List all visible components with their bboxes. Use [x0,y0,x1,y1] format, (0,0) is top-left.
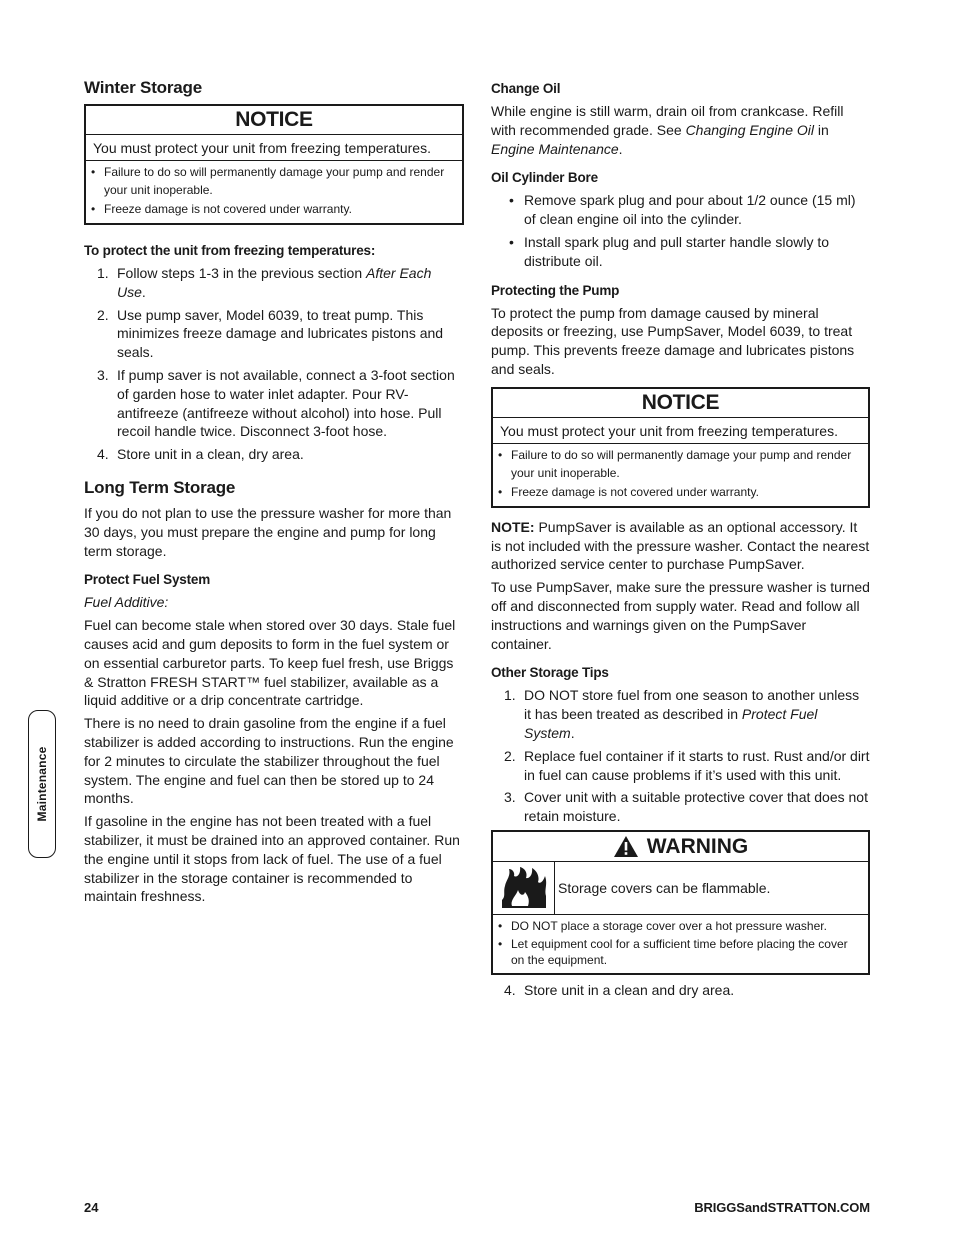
fire-icon [493,862,555,914]
list-item: 4. Store unit in a clean, dry area. [97,446,304,463]
side-tab-label: Maintenance [35,746,49,822]
list-item: 2. Replace fuel container if it starts to rust. Rust and/or dirt in fuel can cause problems if it’s used with this unit. [504,747,870,783]
notice-title: NOTICE [86,106,462,135]
notice-bullet: • Failure to do so will permanently damage your pump and render your unit inoperable. [498,447,852,480]
storage-tips-list [491,686,870,826]
warning-title: WARNING [646,834,749,858]
list-item: • Install spark plug and pull starter handle slowly to distribute oil. [509,233,830,269]
winter-steps-list [84,264,464,464]
notice-bullets [86,161,462,223]
fuel-additive-label: Fuel Additive: [84,594,169,611]
section-side-tab [28,710,56,858]
warning-bullet: • DO NOT place a storage cover over a hot pressure washer. [498,918,827,933]
warning-bullet: • Let equipment cool for a sufficient time before placing the cover on the equipment. [498,936,848,967]
right-column [491,81,870,1004]
long-term-intro: If you do not plan to use the pressure washer for more than 30 days, you must prepare the engine and pump for long term storage. [84,504,452,559]
list-item: 2. Use pump saver, Model 6039, to treat pump. This minimizes freeze damage and lubricates pistons and seals. [97,306,444,361]
notice-bullet: • Failure to do so will permanently damage your pump and render your unit inoperable. [91,165,445,197]
notice-lead: You must protect your unit from freezing temperatures. [493,418,868,444]
section-title-winter-storage: Winter Storage [84,78,202,97]
list-item: 4. Store unit in a clean and dry area. [504,981,735,998]
notice-bullet: • Freeze damage is not covered under warranty. [498,484,759,499]
protect-unit-heading: To protect the unit from freezing temperatures: [84,243,376,258]
fuel-paragraph: Fuel can become stale when stored over 30 days. Stale fuel causes acid and gum deposits to form in the fuel system or on essential carburetor parts. To keep fuel fresh, use Briggs & Stratton FRESH START™ fuel stabilizer, available as a liquid additive or a drip concentrate cartridge. [84,617,456,709]
warning-hazard-text: Storage covers can be flammable. [558,879,771,896]
list-item: 1. DO NOT store fuel from one season to another unless it has been treated as described in Protect Fuel System. [504,687,860,741]
notice-bullets [493,444,868,506]
notice-bullet: • Freeze damage is not covered under warranty. [91,202,352,216]
pumpsaver-usage: To use PumpSaver, make sure the pressure washer is turned off and disconnected from supply water. Read and follow all instructions and warnings given on the PumpSaver container. [491,579,870,652]
change-oil-text: While engine is still warm, drain oil from crankcase. Refill with recommended grade. See Changing Engine Oil in Engine Maintenance. [491,103,844,157]
oil-cylinder-bore-heading: Oil Cylinder Bore [491,170,598,186]
change-oil-heading: Change Oil [491,81,561,96]
section-title-long-term-storage: Long Term Storage [84,477,236,497]
warning-triangle-icon [613,835,639,858]
warning-box [491,830,870,975]
list-item: 3. If pump saver is not available, connect a 3-foot section of garden hose to water inlet adapter. Pour RV-antifreeze (antifreeze without alcohol) into hose. Pull recoil handle twice. Disconnect 3-foot hose. [97,366,455,440]
list-item: 3. Cover unit with a suitable protective cover that does not retain moisture. [504,789,868,825]
protect-fuel-heading: Protect Fuel System [84,572,210,588]
notice-box [491,387,870,508]
fuel-paragraph: If gasoline in the engine has not been treated with a fuel stabilizer, it must be drained into an approved container. Run the engine until it stops from lack of fuel. The use of a fuel stabilizer in the storage container is recommended to maintain freshness. [84,813,460,905]
notice-box [84,104,464,225]
other-storage-tips-heading: Other Storage Tips [491,665,609,681]
page-number: 24 [84,1200,99,1215]
notice-lead: You must protect your unit from freezing temperatures. [86,135,462,161]
warning-bullets [493,915,868,973]
storage-tips-list-continued [491,981,870,1000]
list-item: • Remove spark plug and pour about 1/2 ounce (15 ml) of clean engine oil into the cylinder. [509,192,856,228]
list-item: 1. Follow steps 1-3 in the previous section After Each Use. [97,265,432,300]
pumpsaver-note: NOTE: PumpSaver is available as an optional accessory. It is not included with the pressure washer. Contact the nearest authorized service center to purchase PumpSaver. [491,518,870,573]
protecting-pump-heading: Protecting the Pump [491,282,620,298]
protecting-pump-text: To protect the pump from damage caused by mineral deposits or freezing, use PumpSaver, Model 6039, to treat pump. This prevents freeze damage and lubricates pistons and seals. [491,304,855,377]
left-column [84,78,464,910]
warning-header [493,832,868,862]
notice-title: NOTICE [493,389,868,418]
fuel-paragraph: There is no need to drain gasoline from the engine if a fuel stabilizer is added according to instructions. Run the engine for 2 minutes to circulate the stabilizer throughout the fuel system. The engine and fuel can then be stored up to 24 months. [84,715,454,807]
footer-website: BRIGGSandSTRATTON.COM [694,1200,870,1215]
warning-hazard-row [493,862,868,915]
bore-bullet-list [491,191,870,270]
